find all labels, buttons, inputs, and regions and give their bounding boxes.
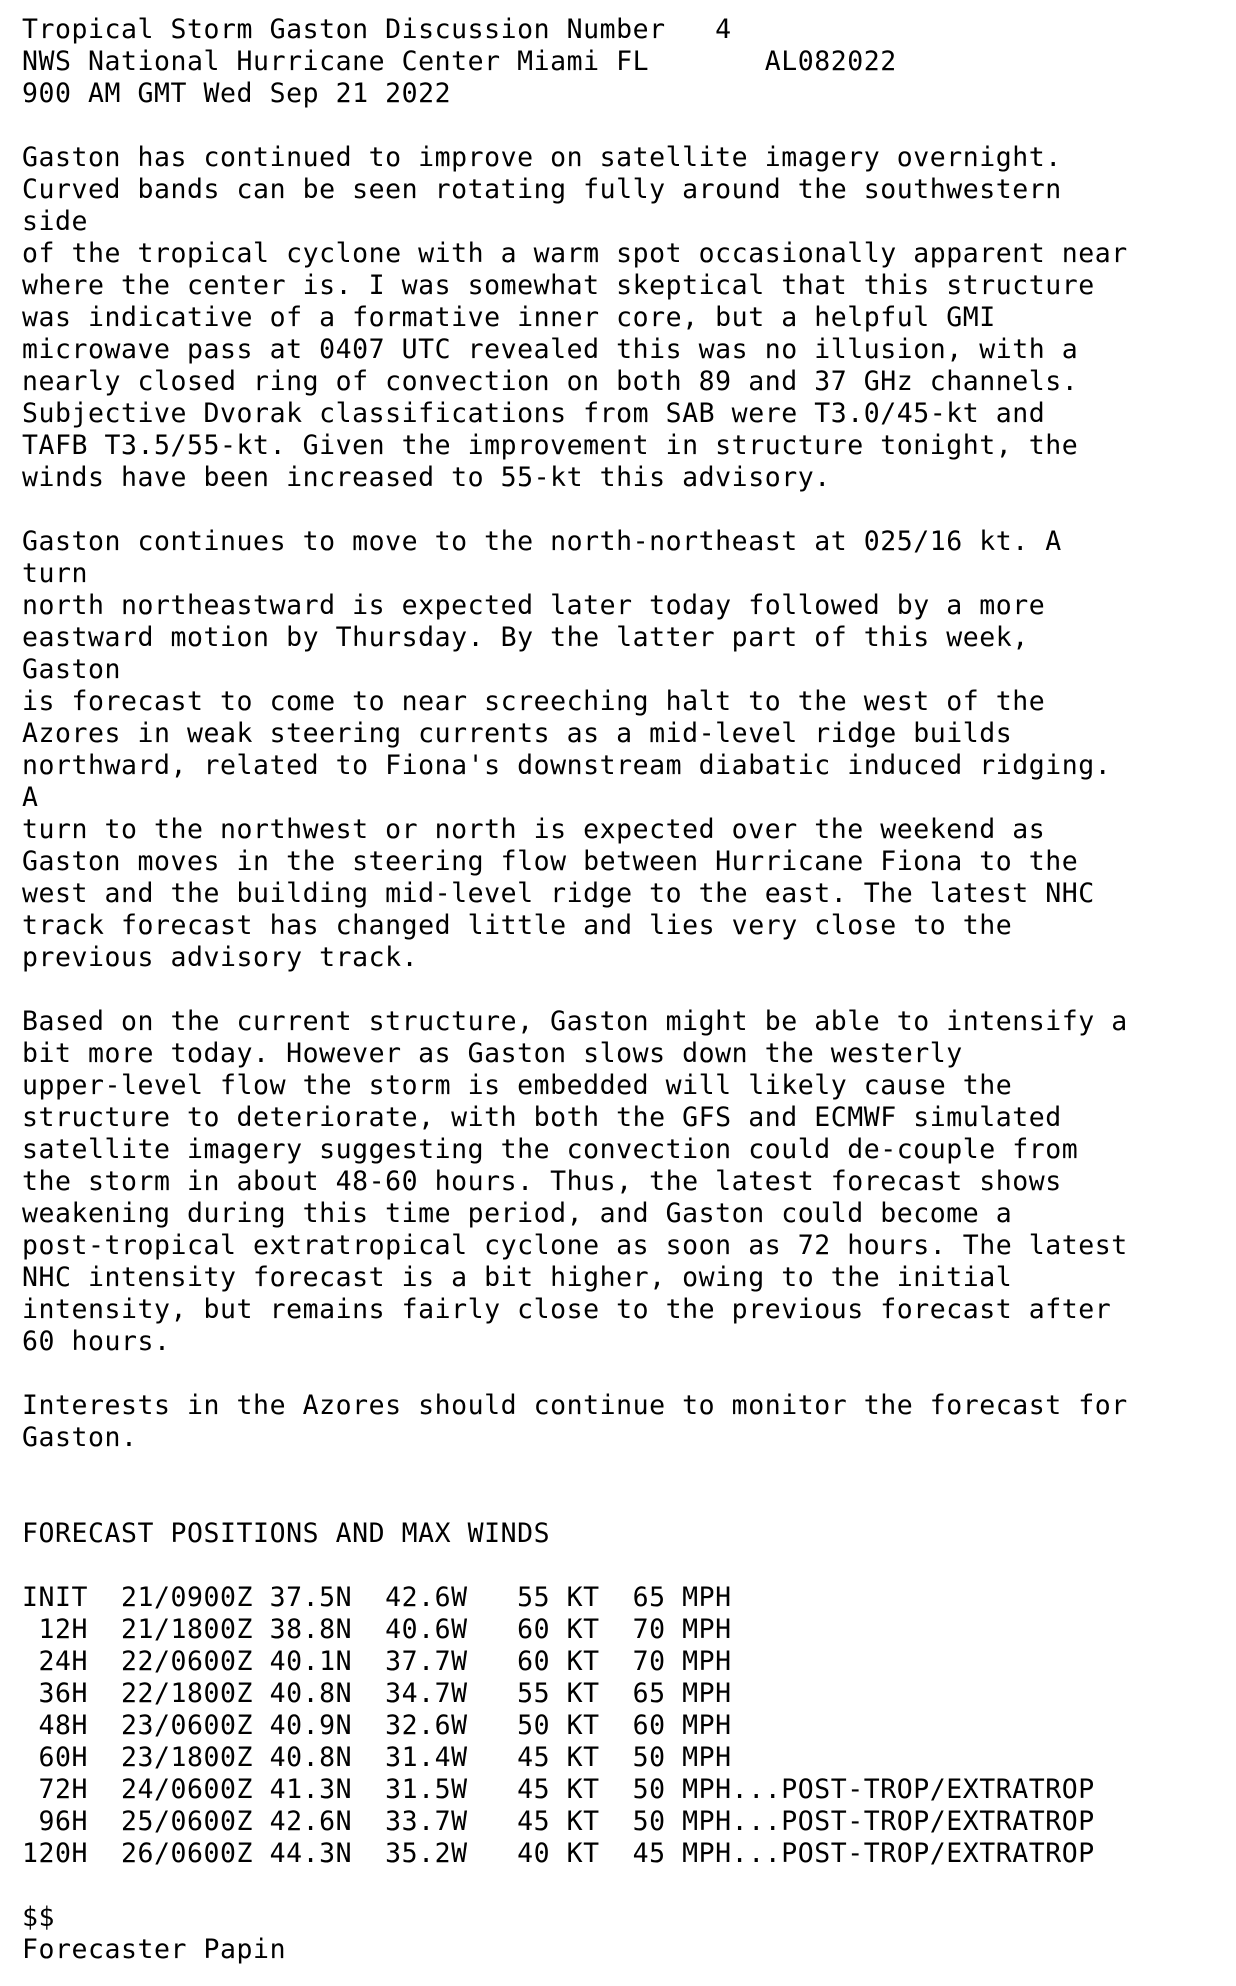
text-line: 72H 24/0600Z 41.3N 31.5W 45 KT 50 MPH...POST-TROP/EXTRATROP bbox=[22, 1774, 1095, 1805]
text-line: Forecaster Papin bbox=[22, 1934, 287, 1965]
text-line: NWS National Hurricane Center Miami FL AL082022 bbox=[22, 46, 897, 77]
text-line: where the center is. I was somewhat skeptical that this structure bbox=[22, 270, 1095, 301]
text-line: turn bbox=[22, 558, 89, 589]
text-line: west and the building mid-level ridge to the east. The latest NHC bbox=[22, 878, 1095, 909]
text-line: 60 hours. bbox=[22, 1326, 171, 1357]
text-line: Gaston continues to move to the north-northeast at 025/16 kt. A bbox=[22, 526, 1062, 557]
text-line: is forecast to come to near screeching halt to the west of the bbox=[22, 686, 1046, 717]
text-line: previous advisory track. bbox=[22, 942, 419, 973]
text-line: structure to deteriorate, with both the GFS and ECMWF simulated bbox=[22, 1102, 1062, 1133]
text-line: 12H 21/1800Z 38.8N 40.6W 60 KT 70 MPH bbox=[22, 1614, 732, 1645]
text-line: intensity, but remains fairly close to the previous forecast after bbox=[22, 1294, 1112, 1325]
text-line: Based on the current structure, Gaston might be able to intensify a bbox=[22, 1006, 1128, 1037]
text-line: 60H 23/1800Z 40.8N 31.4W 45 KT 50 MPH bbox=[22, 1742, 732, 1773]
text-line: upper-level flow the storm is embedded will likely cause the bbox=[22, 1070, 1013, 1101]
text-line: Azores in weak steering currents as a mid-level ridge builds bbox=[22, 718, 1013, 749]
text-line: NHC intensity forecast is a bit higher, owing to the initial bbox=[22, 1262, 1013, 1293]
text-line: Subjective Dvorak classifications from SAB were T3.0/45-kt and bbox=[22, 398, 1046, 429]
text-line: Interests in the Azores should continue to monitor the forecast for bbox=[22, 1390, 1128, 1421]
text-line: 36H 22/1800Z 40.8N 34.7W 55 KT 65 MPH bbox=[22, 1678, 732, 1709]
text-line: track forecast has changed little and lies very close to the bbox=[22, 910, 1013, 941]
text-line: microwave pass at 0407 UTC revealed this was no illusion, with a bbox=[22, 334, 1079, 365]
text-line: north northeastward is expected later today followed by a more bbox=[22, 590, 1046, 621]
text-line: Curved bands can be seen rotating fully around the southwestern bbox=[22, 174, 1062, 205]
text-line: Gaston bbox=[22, 654, 122, 685]
text-line: the storm in about 48-60 hours. Thus, the latest forecast shows bbox=[22, 1166, 1062, 1197]
text-line: side bbox=[22, 206, 89, 237]
text-line: post-tropical extratropical cyclone as soon as 72 hours. The latest bbox=[22, 1230, 1128, 1261]
text-line: turn to the northwest or north is expected over the weekend as bbox=[22, 814, 1046, 845]
text-line: Tropical Storm Gaston Discussion Number 4 bbox=[22, 14, 732, 45]
text-line: satellite imagery suggesting the convection could de-couple from bbox=[22, 1134, 1079, 1165]
text-line: A bbox=[22, 782, 39, 813]
text-line: of the tropical cyclone with a warm spot occasionally apparent near bbox=[22, 238, 1128, 269]
text-line: 120H 26/0600Z 44.3N 35.2W 40 KT 45 MPH...POST-TROP/EXTRATROP bbox=[22, 1838, 1095, 1869]
text-line: weakening during this time period, and Gaston could become a bbox=[22, 1198, 1013, 1229]
text-line: winds have been increased to 55-kt this advisory. bbox=[22, 462, 831, 493]
text-line: TAFB T3.5/55-kt. Given the improvement in structure tonight, the bbox=[22, 430, 1079, 461]
text-line: Gaston has continued to improve on satellite imagery overnight. bbox=[22, 142, 1062, 173]
text-line: 96H 25/0600Z 42.6N 33.7W 45 KT 50 MPH...POST-TROP/EXTRATROP bbox=[22, 1806, 1095, 1837]
text-line: was indicative of a formative inner core, but a helpful GMI bbox=[22, 302, 996, 333]
text-line: 24H 22/0600Z 40.1N 37.7W 60 KT 70 MPH bbox=[22, 1646, 732, 1677]
text-line: INIT 21/0900Z 37.5N 42.6W 55 KT 65 MPH bbox=[22, 1582, 732, 1613]
text-line: northward, related to Fiona's downstream diabatic induced ridging. bbox=[22, 750, 1112, 781]
text-line: $$ bbox=[22, 1902, 56, 1933]
text-line: bit more today. However as Gaston slows down the westerly bbox=[22, 1038, 963, 1069]
text-line: nearly closed ring of convection on both 89 and 37 GHz channels. bbox=[22, 366, 1079, 397]
text-line: FORECAST POSITIONS AND MAX WINDS bbox=[22, 1518, 551, 1549]
text-line: eastward motion by Thursday. By the latter part of this week, bbox=[22, 622, 1029, 653]
text-line: Gaston. bbox=[22, 1422, 138, 1453]
text-line: 48H 23/0600Z 40.9N 32.6W 50 KT 60 MPH bbox=[22, 1710, 732, 1741]
text-line: Gaston moves in the steering flow between Hurricane Fiona to the bbox=[22, 846, 1079, 877]
text-line: 900 AM GMT Wed Sep 21 2022 bbox=[22, 78, 452, 109]
